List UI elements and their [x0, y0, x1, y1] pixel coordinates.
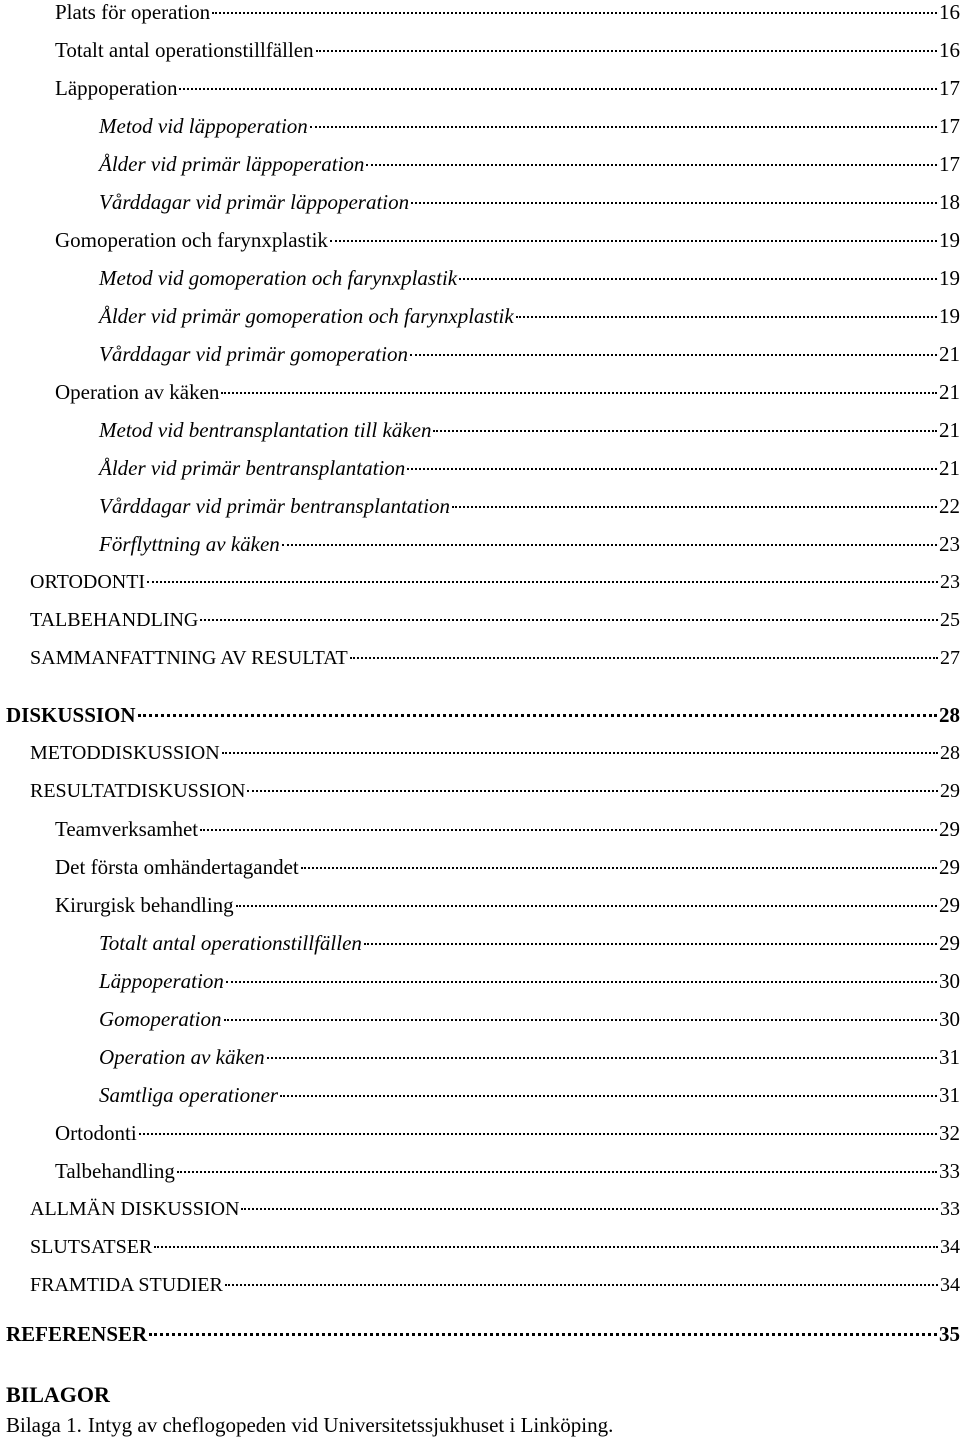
toc-entry[interactable]: [30, 1273, 960, 1297]
toc-entry[interactable]: [55, 38, 960, 62]
toc-entry[interactable]: [30, 741, 960, 765]
toc-entry-title: Vårddagar vid primär gomoperation: [99, 342, 408, 366]
dot-leader: [247, 790, 938, 792]
toc-entry[interactable]: [99, 931, 960, 955]
dot-leader: [138, 714, 937, 717]
toc-entry-page: 18: [939, 190, 960, 214]
toc-entry-title: Vårddagar vid primär bentransplantation: [99, 494, 450, 518]
toc-entry-page: 28: [939, 703, 960, 727]
toc-entry[interactable]: [55, 1121, 960, 1145]
toc-entry-page: 21: [939, 418, 960, 442]
toc-entry-title: Kirurgisk behandling: [55, 893, 234, 917]
toc-entry-page: 31: [939, 1045, 960, 1069]
toc-entry[interactable]: [99, 342, 960, 366]
dot-leader: [241, 1208, 938, 1210]
dot-leader: [410, 354, 937, 356]
toc-entry[interactable]: [99, 152, 960, 176]
dot-leader: [225, 1284, 938, 1286]
toc-entry-page: 34: [940, 1274, 960, 1296]
toc-entry-page: 25: [940, 609, 960, 631]
toc-entry[interactable]: [30, 608, 960, 632]
toc-entry-page: 19: [939, 266, 960, 290]
toc-entry-title: Ortodonti: [55, 1121, 137, 1145]
dot-leader: [411, 202, 937, 204]
toc-entry-title: DISKUSSION: [6, 703, 136, 727]
toc-entry[interactable]: [99, 532, 960, 556]
toc-entry-page: 17: [939, 76, 960, 100]
dot-leader: [149, 1333, 937, 1336]
toc-entry-page: 31: [939, 1083, 960, 1107]
toc-entry-page: 23: [939, 532, 960, 556]
toc-entry-title: Läppoperation: [55, 76, 178, 100]
toc-entry-title: Talbehandling: [55, 1159, 175, 1183]
toc-entry[interactable]: [99, 456, 960, 480]
toc-entry[interactable]: [55, 855, 960, 879]
dot-leader: [226, 981, 937, 983]
toc-entry-title: Samtliga operationer: [99, 1083, 279, 1107]
toc-entry-title: Plats för operation: [55, 0, 211, 24]
toc-entry-page: 16: [939, 0, 960, 24]
toc-entry[interactable]: [6, 1322, 960, 1346]
appendix-heading: BILAGOR: [6, 1382, 110, 1407]
dot-leader: [316, 50, 937, 52]
toc-entry[interactable]: [99, 1045, 960, 1069]
dot-leader: [267, 1057, 937, 1059]
toc-entry-title: Metod vid bentransplantation till käken: [99, 418, 432, 442]
dot-leader: [224, 1019, 938, 1021]
dot-leader: [366, 164, 937, 166]
toc-entry[interactable]: [55, 380, 960, 404]
toc-entry-page: 21: [939, 342, 960, 366]
dot-leader: [282, 544, 937, 546]
toc-entry[interactable]: [55, 76, 960, 100]
appendix-item-label: Bilaga 1.: [6, 1413, 82, 1437]
toc-entry-page: 19: [939, 304, 960, 328]
toc-entry-page: 29: [939, 855, 960, 879]
toc-entry-title: Metod vid gomoperation och farynxplastik: [99, 266, 458, 290]
toc-entry[interactable]: [99, 114, 960, 138]
toc-entry-page: 19: [939, 228, 960, 252]
appendix-item: [6, 1413, 613, 1438]
toc-entry-title: Ålder vid primär bentransplantation: [99, 456, 406, 480]
toc-entry[interactable]: [99, 969, 960, 993]
dot-leader: [147, 581, 938, 583]
toc-entry-title: Teamverksamhet: [55, 817, 199, 841]
dot-leader: [154, 1246, 938, 1248]
toc-entry-title: Ålder vid primär läppoperation: [99, 152, 365, 176]
dot-leader: [222, 752, 938, 754]
toc-entry-title: METODDISKUSSION: [30, 742, 220, 764]
toc-entry-page: 17: [939, 114, 960, 138]
toc-entry-title: Totalt antal operationstillfällen: [55, 38, 314, 62]
toc-entry[interactable]: [99, 304, 960, 328]
dot-leader: [280, 1095, 937, 1097]
toc-entry[interactable]: [99, 418, 960, 442]
dot-leader: [200, 829, 937, 831]
toc-entry-title: Gomoperation: [99, 1007, 222, 1031]
dot-leader: [310, 126, 937, 128]
toc-entry[interactable]: [55, 0, 960, 24]
appendix-item-text: Intyg av cheflogopeden vid Universitetssjukhuset i Linköping.: [87, 1413, 614, 1437]
toc-entry[interactable]: [30, 646, 960, 670]
toc-entry-title: Ålder vid primär gomoperation och farynxplastik: [99, 304, 514, 328]
toc-entry[interactable]: [99, 266, 960, 290]
toc-entry[interactable]: [99, 494, 960, 518]
dot-leader: [330, 240, 937, 242]
toc-entry-page: 32: [939, 1121, 960, 1145]
toc-entry-page: 35: [939, 1322, 960, 1346]
toc-entry[interactable]: [30, 1235, 960, 1259]
toc-entry-page: 22: [939, 494, 960, 518]
toc-entry-page: 33: [940, 1198, 960, 1220]
toc-entry-title: Gomoperation och farynxplastik: [55, 228, 328, 252]
toc-entry-title: Det första omhändertagandet: [55, 855, 299, 879]
toc-entry[interactable]: [30, 779, 960, 803]
toc-entry-title: SLUTSATSER: [30, 1236, 153, 1258]
toc-entry-page: 29: [939, 931, 960, 955]
dot-leader: [459, 278, 937, 280]
toc-entry-title: Läppoperation: [99, 969, 224, 993]
toc-entry-page: 30: [939, 1007, 960, 1031]
toc-entry[interactable]: [6, 703, 960, 727]
dot-leader: [301, 867, 937, 869]
toc-entry-page: 33: [939, 1159, 960, 1183]
dot-leader: [516, 316, 937, 318]
toc-entry[interactable]: [99, 190, 960, 214]
toc-entry-page: 34: [940, 1236, 960, 1258]
toc-entry-page: 29: [940, 780, 960, 802]
toc-entry-page: 30: [939, 969, 960, 993]
toc-entry[interactable]: [30, 570, 960, 594]
dot-leader: [350, 657, 938, 659]
toc-entry-title: Förflyttning av käken: [99, 532, 280, 556]
dot-leader: [364, 943, 937, 945]
toc-entry-page: 17: [939, 152, 960, 176]
dot-leader: [139, 1133, 937, 1135]
toc-entry[interactable]: [55, 817, 960, 841]
dot-leader: [179, 88, 937, 90]
toc-entry-title: ORTODONTI: [30, 571, 146, 593]
dot-leader: [433, 430, 937, 432]
dot-leader: [407, 468, 937, 470]
toc-entry-page: 29: [939, 893, 960, 917]
toc-entry[interactable]: [99, 1007, 960, 1031]
toc-entry-page: 21: [939, 456, 960, 480]
toc-entry-page: 23: [940, 571, 960, 593]
toc-entry-page: 29: [939, 817, 960, 841]
toc-entry-page: 28: [940, 742, 960, 764]
toc-entry[interactable]: [30, 1197, 960, 1221]
toc-entry-page: 21: [939, 380, 960, 404]
toc-entry-title: Vårddagar vid primär läppoperation: [99, 190, 410, 214]
dot-leader: [200, 619, 938, 621]
toc-entry-title: ALLMÄN DISKUSSION: [30, 1198, 240, 1220]
toc-entry-title: TALBEHANDLING: [30, 609, 199, 631]
toc-entry-title: Metod vid läppoperation: [99, 114, 308, 138]
toc-entry-page: 16: [939, 38, 960, 62]
dot-leader: [212, 12, 937, 14]
toc-entry-page: 27: [940, 647, 960, 669]
toc-entry-title: SAMMANFATTNING AV RESULTAT: [30, 647, 348, 669]
toc-entry-title: FRAMTIDA STUDIER: [30, 1274, 223, 1296]
dot-leader: [221, 392, 937, 394]
dot-leader: [452, 506, 937, 508]
toc-entry[interactable]: [55, 893, 960, 917]
dot-leader: [177, 1171, 937, 1173]
toc-entry[interactable]: [55, 1159, 960, 1183]
toc-entry-title: REFERENSER: [6, 1322, 148, 1346]
toc-entry-title: Operation av käken: [99, 1045, 265, 1069]
toc-entry-title: RESULTATDISKUSSION: [30, 780, 246, 802]
toc-entry-title: Operation av käken: [55, 380, 220, 404]
dot-leader: [236, 905, 937, 907]
toc-entry[interactable]: [99, 1083, 960, 1107]
toc-entry[interactable]: [55, 228, 960, 252]
toc-entry-title: Totalt antal operationstillfällen: [99, 931, 362, 955]
